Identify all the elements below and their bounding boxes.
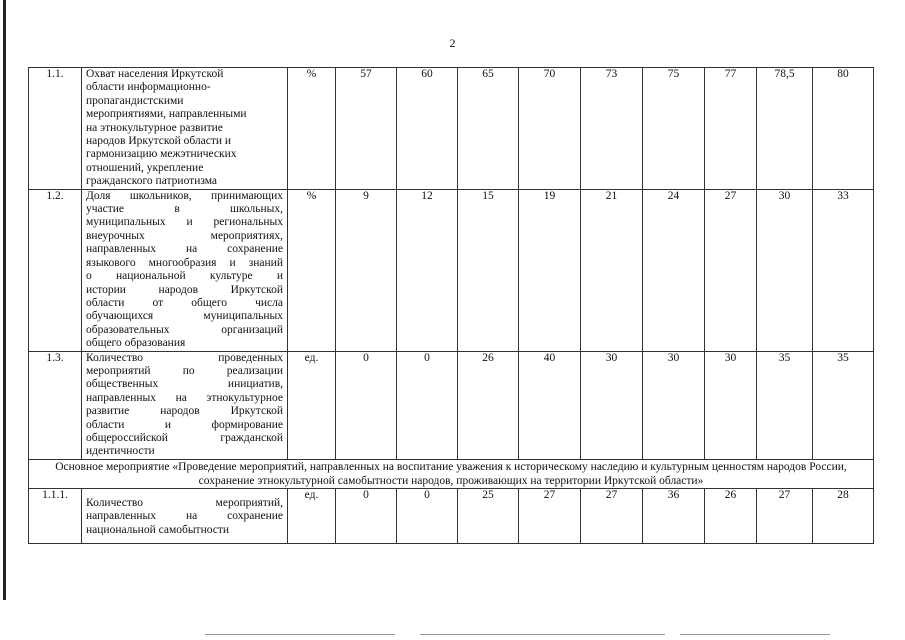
value-cell: 36 (643, 488, 705, 543)
description-line: области от общего числа (86, 296, 283, 309)
description-line: области информационно- (86, 81, 211, 94)
left-margin-rule (3, 0, 6, 600)
row-number: 1.3. (29, 351, 82, 459)
description-line: общественных инициатив, (86, 378, 283, 391)
description-line: образовательных организаций (86, 323, 283, 336)
description-line: муниципальных и региональных (86, 216, 283, 229)
value-cell: 25 (458, 488, 519, 543)
value-cell: 30 (757, 189, 813, 351)
description-line: народов Иркутской области и (86, 135, 232, 148)
footer-line (205, 634, 395, 635)
description-line: Количество мероприятий, (86, 496, 283, 509)
footer-line (420, 634, 665, 635)
description-line: гармонизацию межэтнических (86, 148, 237, 161)
value-cell: 78,5 (757, 68, 813, 190)
description-line: пропагандистскими (86, 94, 184, 107)
value-cell: 0 (336, 488, 397, 543)
value-cell: 21 (581, 189, 643, 351)
row-number: 1.2. (29, 189, 82, 351)
section-title: Основное мероприятие «Проведение мероприятий, направленных на воспитание уважения к историческому наследию и культурным ценностям народов России, сохранение этнокультурной самобытности народов, проживающих на территории Иркутской области» (29, 459, 874, 488)
description-line: отношений, укрепление (86, 161, 204, 174)
indicator-description (82, 488, 288, 543)
value-cell: 35 (813, 351, 874, 459)
indicators-table (28, 67, 874, 544)
value-cell: 80 (813, 68, 874, 190)
value-cell: 30 (705, 351, 757, 459)
description-line: истории народов Иркутской (86, 283, 283, 296)
description-line: о национальной культуре и (86, 270, 283, 283)
value-cell: 27 (581, 488, 643, 543)
unit-cell: ед. (288, 351, 336, 459)
table-row (29, 189, 874, 351)
value-cell: 35 (757, 351, 813, 459)
value-cell: 70 (519, 68, 581, 190)
value-cell: 12 (397, 189, 458, 351)
description-line: на этнокультурное развитие (86, 121, 223, 134)
description-line: мероприятиями, направленными (86, 108, 247, 121)
description-line: общего образования (86, 337, 186, 350)
description-line: мероприятий по реализации (86, 364, 283, 377)
description-line: направленных на сохранение (86, 243, 283, 256)
value-cell: 65 (458, 68, 519, 190)
value-cell: 27 (705, 189, 757, 351)
value-cell: 75 (643, 68, 705, 190)
row-number: 1.1. (29, 68, 82, 190)
description-line: Охват населения Иркутской (86, 68, 224, 80)
description-line: участие в школьных, (86, 203, 283, 216)
description-line: направленных на сохранение (86, 510, 283, 523)
table-row (29, 351, 874, 459)
description-line: Количество проведенных (86, 351, 283, 364)
indicator-description (82, 68, 288, 190)
row-number: 1.1.1. (29, 488, 82, 543)
unit-cell: % (288, 68, 336, 190)
description-line: развитие народов Иркутской (86, 405, 283, 418)
description-line: языкового многообразия и знаний (86, 256, 283, 269)
section-header-row (29, 459, 874, 488)
description-line: направленных на этнокультурное (86, 391, 283, 404)
description-line: гражданского патриотизма (86, 175, 218, 188)
value-cell: 60 (397, 68, 458, 190)
value-cell: 40 (519, 351, 581, 459)
value-cell: 73 (581, 68, 643, 190)
value-cell: 0 (397, 488, 458, 543)
unit-cell: ед. (288, 488, 336, 543)
value-cell: 33 (813, 189, 874, 351)
description-line: общероссийской гражданской (86, 431, 283, 444)
value-cell: 0 (336, 351, 397, 459)
description-line: национальной самобытности (86, 523, 230, 536)
indicator-description (82, 351, 288, 459)
description-line: обучающихся муниципальных (86, 310, 283, 323)
value-cell: 15 (458, 189, 519, 351)
value-cell: 27 (519, 488, 581, 543)
value-cell: 9 (336, 189, 397, 351)
value-cell: 0 (397, 351, 458, 459)
indicator-description (82, 189, 288, 351)
value-cell: 27 (757, 488, 813, 543)
value-cell: 30 (581, 351, 643, 459)
value-cell: 24 (643, 189, 705, 351)
value-cell: 57 (336, 68, 397, 190)
unit-cell: % (288, 189, 336, 351)
value-cell: 26 (458, 351, 519, 459)
value-cell: 28 (813, 488, 874, 543)
description-line: Доля школьников, принимающих (86, 189, 283, 202)
value-cell: 26 (705, 488, 757, 543)
table-row (29, 68, 874, 190)
description-line: внеурочных мероприятиях, (86, 229, 283, 242)
value-cell: 19 (519, 189, 581, 351)
description-line: области и формирование (86, 418, 283, 431)
value-cell: 77 (705, 68, 757, 190)
description-line: идентичности (86, 445, 155, 458)
table-row (29, 488, 874, 543)
footer-line (680, 634, 830, 635)
page-number: 2 (449, 36, 456, 50)
value-cell: 30 (643, 351, 705, 459)
